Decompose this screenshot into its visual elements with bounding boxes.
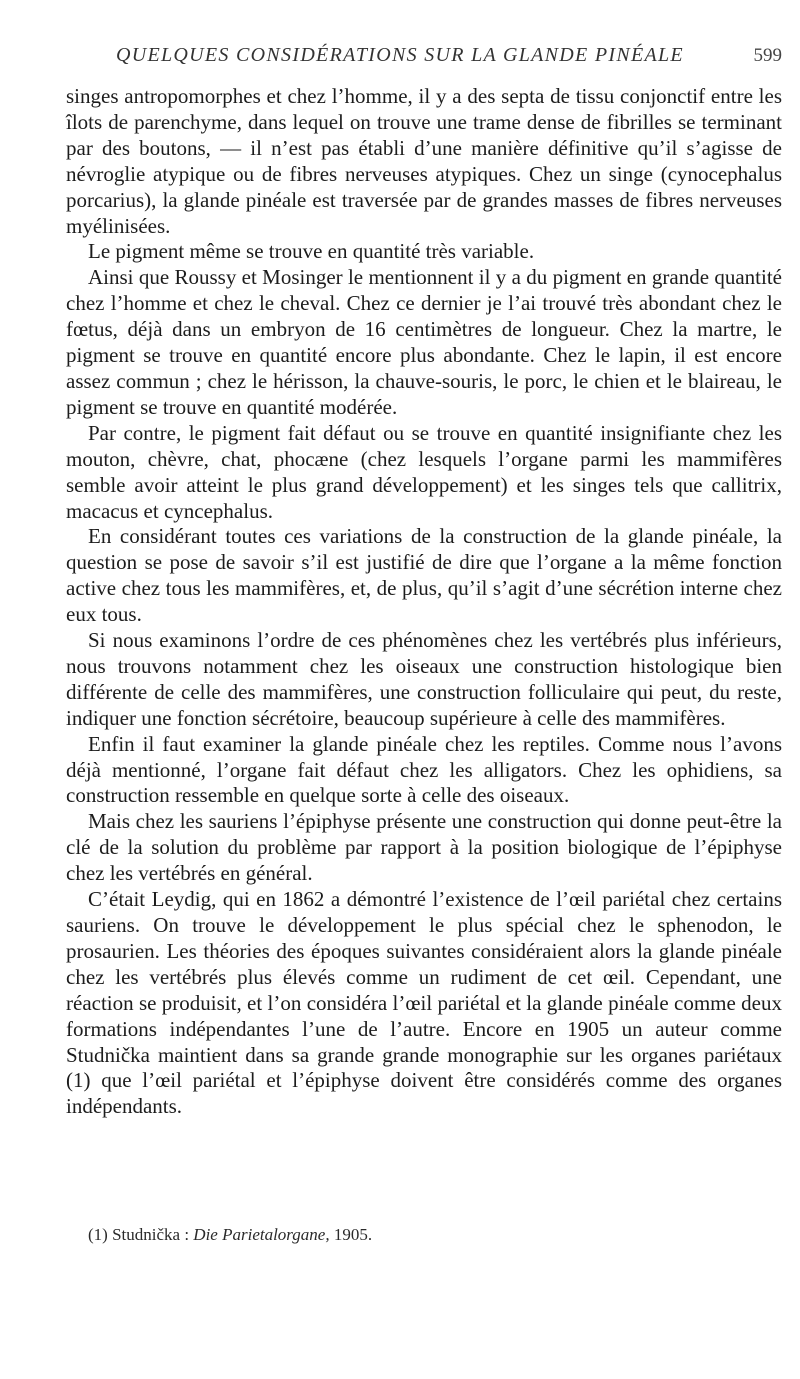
paragraph: Ainsi que Roussy et Mosinger le mentionnent il y a du pigment en grande quantité chez l’homme et chez le cheval. Chez ce dernier je l’ai trouvé très abondant chez le fœtus, déjà dans un embryon de 16 centimètres de longueur. Chez la martre, le pigment se trouve en quantité encore plus abondante. Chez le lapin, il est encore assez commun ; chez le hérisson, la chauve-souris, le porc, le chien et le blaireau, le pigment se trouve en quantité modérée. — [66, 265, 782, 419]
paragraph-continuation: singes antropomorphes et chez l’homme, il y a des septa de tissu conjonctif entre les îlots de parenchyme, dans lequel on trouve une trame dense de fibrilles se terminant par des boutons, — il n’est pas établi d’une manière définitive qu’il s’agisse de névroglie atypique ou de fibres nerveuses atypiques. Chez un singe (cynocephalus porcarius), la glande pinéale est traversée par de grandes masses de fibres nerveuses myélinisées. — [66, 84, 782, 238]
paragraph: C’était Leydig, qui en 1862 a démontré l’existence de l’œil pariétal chez certains sauriens. On trouve le développement le plus spécial chez le sphenodon, le prosaurien. Les théories des époques suivantes considéraient alors la glande pinéale chez les vertébrés plus élevés comme un rudiment de cet œil. Cependant, une réaction se produisit, et l’on considéra l’œil pariétal et la glande pinéale comme deux formations indépendantes l’une de l’autre. Encore en 1905 un auteur comme Studnička maintient dans sa grande grande monographie sur les organes pariétaux (1) que l’œil pariétal et l’épiphyse doivent être considérés comme des organes indépendants. — [66, 887, 782, 1119]
page-number: 599 — [753, 45, 782, 66]
paragraph: En considérant toutes ces variations de la construction de la glande pinéale, la question se pose de savoir s’il est justifié de dire que l’organe a la même fonction active chez tous les mammifères, et, de plus, qu’il s’agit d’une sécrétion interne chez eux tous. — [66, 524, 782, 627]
paragraph: Le pigment même se trouve en quantité très variable. — [88, 239, 535, 264]
running-title: QUELQUES CONSIDÉRATIONS SUR LA GLANDE PINÉALE — [116, 44, 684, 66]
paragraph: Si nous examinons l’ordre de ces phénomènes chez les vertébrés plus inférieurs, nous trouvons notamment chez les oiseaux une construction histologique bien différente de celle des mammifères, une construction folliculaire qui peut, du reste, indiquer une fonction sécrétoire, beaucoup supérieure à celle des mammifères. — [66, 628, 782, 730]
running-head — [62, 44, 784, 74]
footnote-marker: (1) — [88, 1225, 108, 1244]
body-text — [66, 84, 782, 1120]
paragraph: Mais chez les sauriens l’épiphyse présente une construction qui donne peut-être la clé de la solution du problème par rapport à la position biologique de l’épiphyse chez les vertébrés en général. — [66, 809, 782, 886]
paragraph: Par contre, le pigment fait défaut ou se trouve en quantité insignifiante chez les mouton, chèvre, chat, phocæne (chez lesquels l’organe parmi les mammifères semble avoir atteint le plus grand développement) et les singes tels que callitrix, macacus et cyncephalus. — [66, 420, 782, 523]
footnote-title: Die Parietalorgane, — [193, 1225, 330, 1244]
footnote-year: 1905. — [333, 1225, 373, 1244]
footnote-author: Studnička : — [112, 1225, 190, 1244]
paragraph: Enfin il faut examiner la glande pinéale chez les reptiles. Comme nous l’avons déjà mentionné, l’organe fait défaut chez les alligators. Chez les ophidiens, sa construction ressemble en quelque sorte à celle des oiseaux. — [66, 731, 782, 808]
footnote — [88, 1224, 768, 1246]
